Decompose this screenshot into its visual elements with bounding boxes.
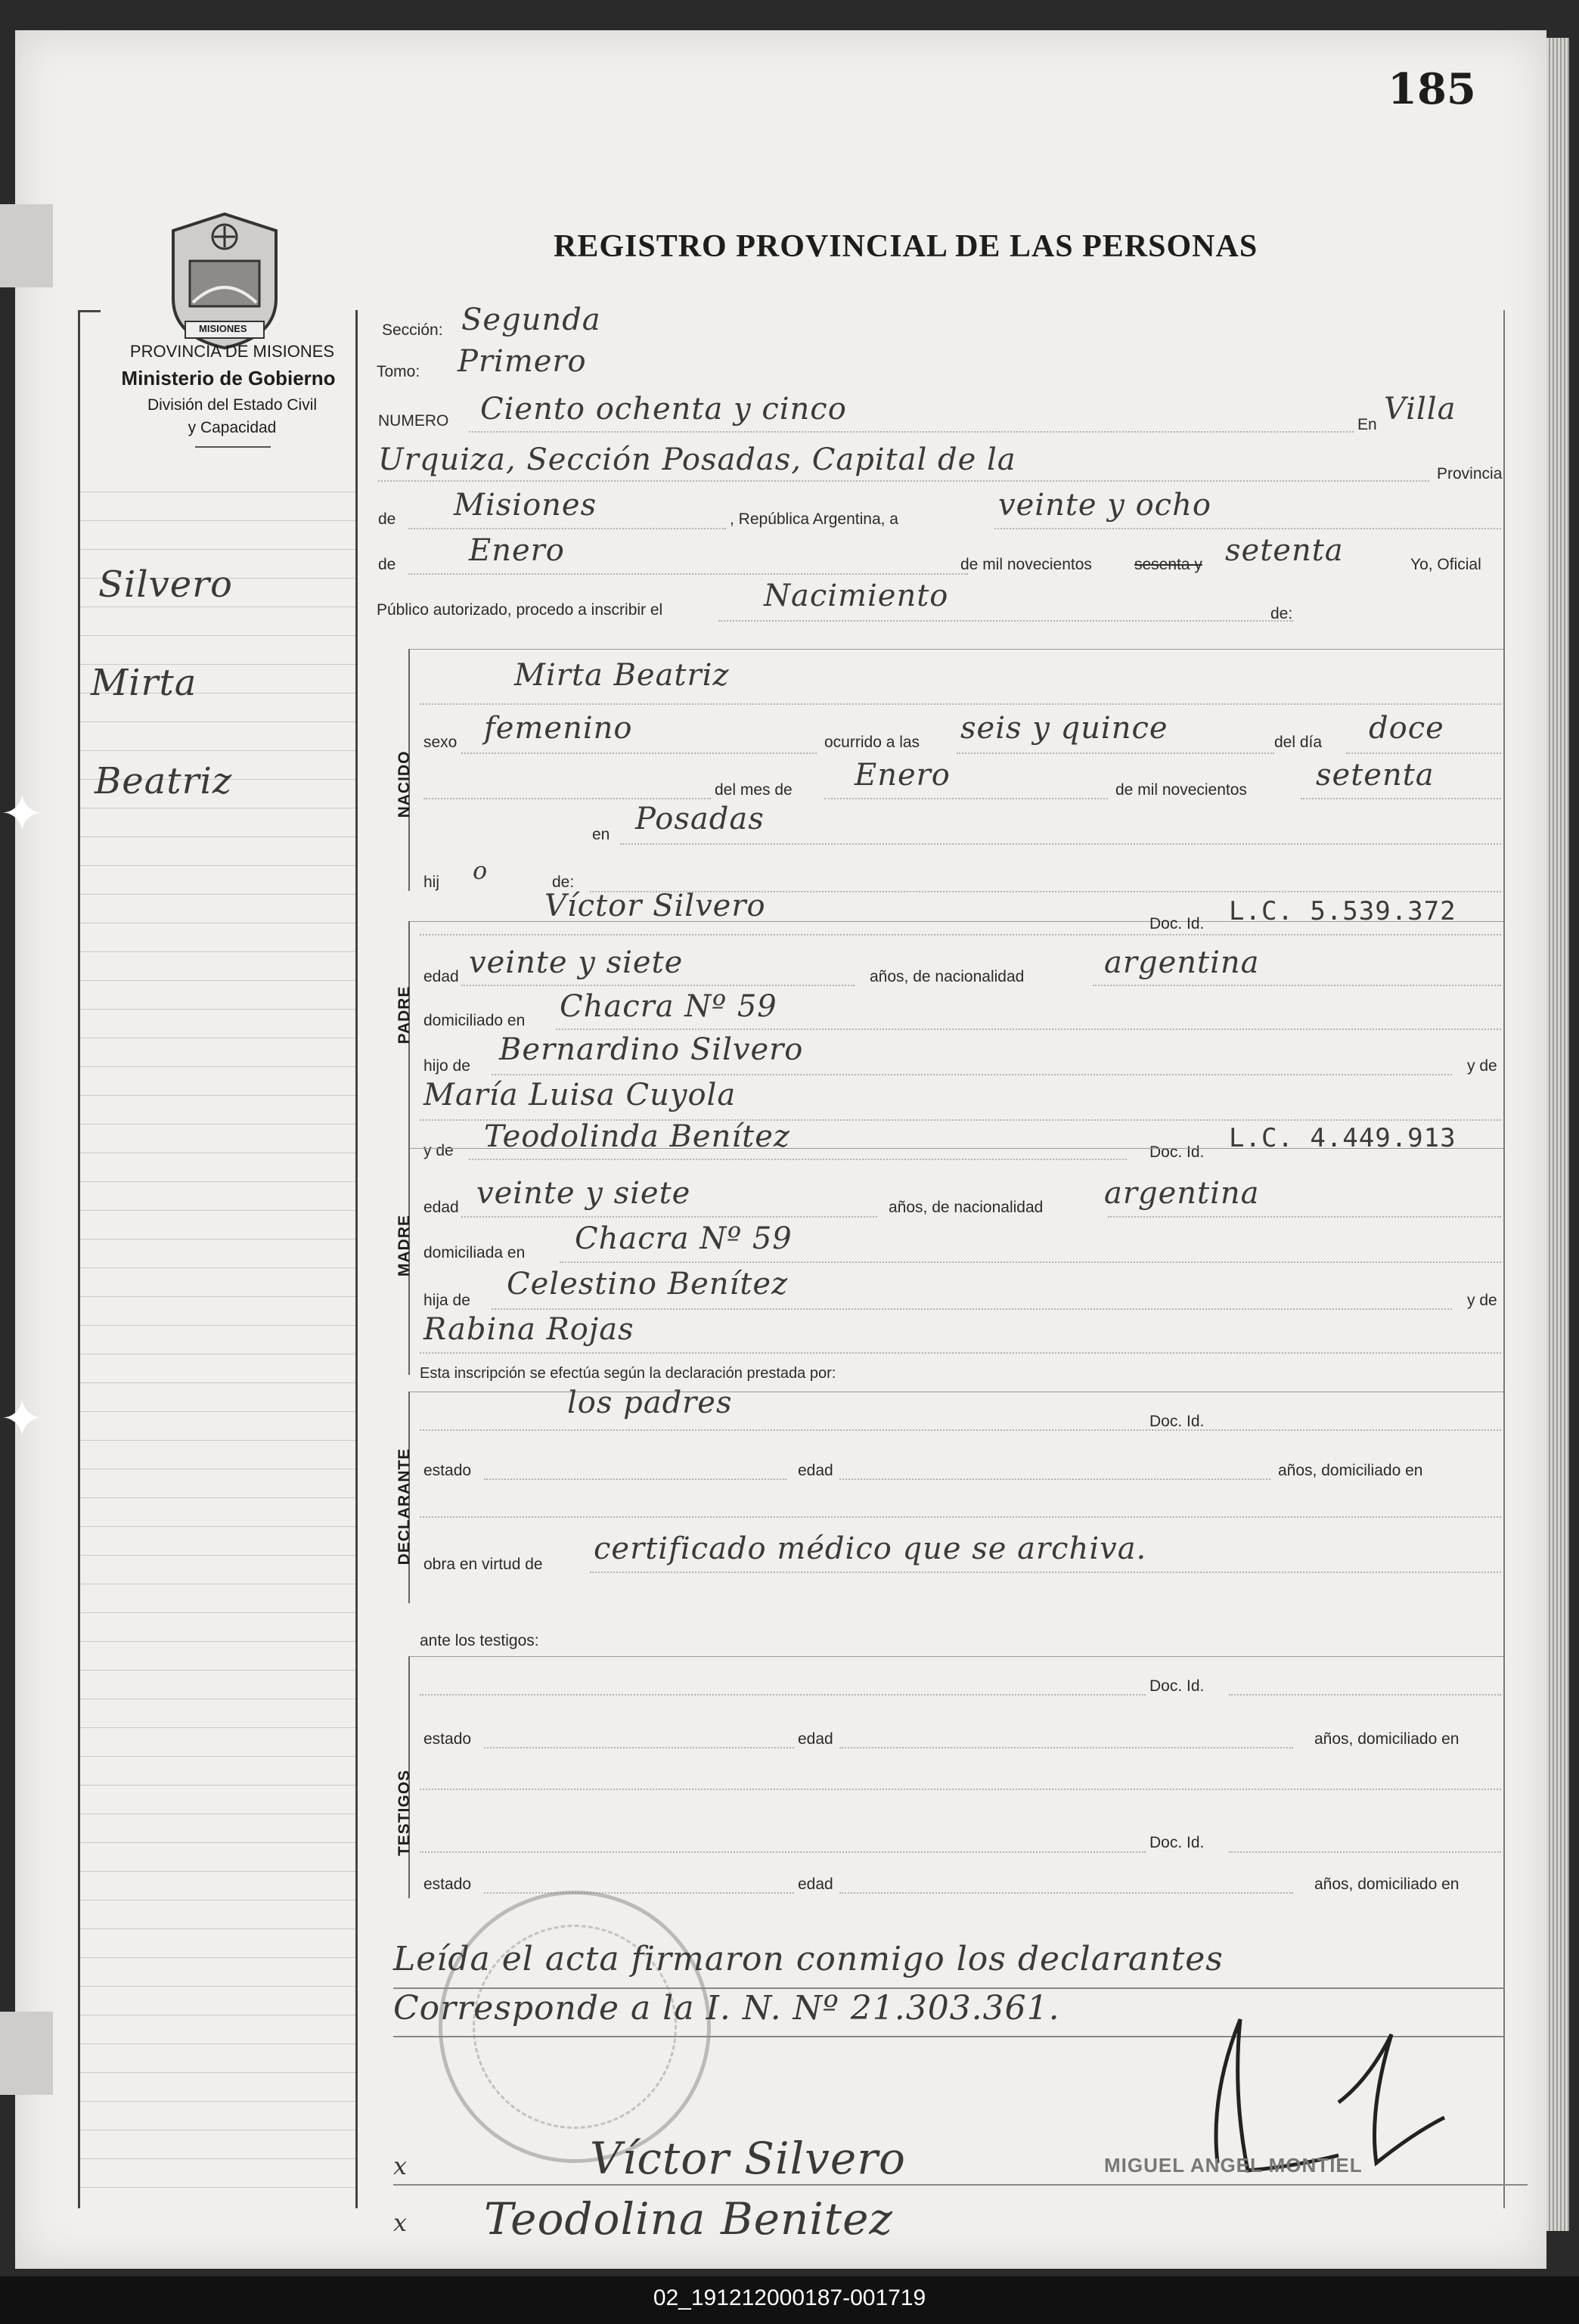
label-republica: , República Argentina, a [730, 510, 898, 528]
margin-rule-line [80, 1325, 355, 1326]
margin-rule-line [80, 2101, 355, 2102]
margin-note-name1: Mirta [91, 662, 197, 704]
margin-rule-line [80, 520, 355, 521]
margin-rule-line [80, 721, 355, 722]
margin-rule-line [80, 1526, 355, 1527]
value-mes-nac: Enero [855, 758, 951, 793]
label-de-colon: de: [1270, 605, 1293, 622]
label-del-mes: del mes de [715, 781, 793, 799]
label-publico: Público autorizado, procedo a inscribir el [377, 601, 663, 619]
margin-rule-line [80, 2043, 355, 2044]
label-numero: NUMERO [378, 412, 449, 430]
label-en-2: en [592, 826, 610, 843]
footer-image-id: 02_191212000187-001719 [653, 2285, 926, 2310]
margin-rule-line [80, 1181, 355, 1182]
label-t1-anos-dom: años, domiciliado en [1314, 1730, 1460, 1748]
label-padre-dom: domiciliado en [423, 1012, 526, 1029]
margin-rule-line [80, 1756, 355, 1757]
value-madre-edad: veinte y siete [476, 1176, 691, 1211]
label-doc-id-padre: Doc. Id. [1149, 915, 1205, 932]
value-provincia: Misiones [454, 488, 597, 523]
emblem-label: MISIONES [199, 323, 247, 334]
label-t1-estado: estado [423, 1730, 472, 1748]
margin-rule-line [80, 2072, 355, 2073]
note-line-2: Corresponde a la I. N. Nº 21.303.361. [393, 1989, 1060, 2028]
margin-rule-line [80, 1124, 355, 1125]
ministry-label: Ministerio de Gobierno [121, 367, 336, 389]
margin-rule-line [80, 1296, 355, 1297]
value-sexo: femenino [484, 711, 633, 746]
label-t1-edad: edad [798, 1730, 833, 1748]
value-nombre: Mirta Beatriz [514, 658, 730, 693]
value-padre-madre: María Luisa Cuyola [423, 1078, 737, 1112]
value-numero: Ciento ochenta y cinco [480, 392, 847, 427]
label-del-dia: del día [1274, 734, 1323, 751]
margin-rule-line [80, 1382, 355, 1383]
margin-rule-line [80, 1928, 355, 1929]
value-tomo: Primero [458, 344, 587, 379]
margin-rule-line [80, 1612, 355, 1613]
label-t2-edad: edad [798, 1876, 833, 1893]
label-doc-id-t1: Doc. Id. [1149, 1677, 1205, 1695]
division-label-1: División del Estado Civil [147, 396, 318, 414]
label-de-1: de [378, 510, 396, 528]
label-de-2: de [378, 556, 396, 573]
signature-mother: Teodolina Benitez [484, 2193, 893, 2245]
margin-rule-line [80, 865, 355, 866]
margin-rule-line [80, 980, 355, 981]
margin-rule-line [80, 1670, 355, 1671]
label-tomo: Tomo: [377, 363, 420, 380]
value-obra: certificado médico que se archiva. [594, 1531, 1147, 1566]
label-sexo: sexo [423, 734, 458, 751]
label-madre-hija: hija de [423, 1292, 470, 1309]
margin-rule-line [80, 635, 355, 636]
label-doc-id-madre: Doc. Id. [1149, 1143, 1205, 1161]
value-hora: seis y quince [960, 711, 1168, 746]
value-madre-dom: Chacra Nº 59 [575, 1221, 793, 1256]
value-padre-edad: veinte y siete [469, 945, 684, 980]
label-madre-dom: domiciliada en [423, 1244, 526, 1261]
label-padre-hijo: hijo de [423, 1057, 470, 1075]
binding-tape-top [0, 204, 53, 287]
value-madre-nombre: Teodolinda Benítez [484, 1119, 790, 1154]
label-provincia: Provincia [1437, 465, 1503, 482]
margin-rule-line [80, 836, 355, 837]
label-padre-nac: años, de nacionalidad [870, 968, 1025, 985]
margin-rule-line [80, 1497, 355, 1498]
label-hij: hij [423, 873, 440, 891]
margin-rule-line [80, 1641, 355, 1642]
value-lugar-nac: Posadas [635, 802, 765, 836]
margin-rule-line [80, 1842, 355, 1843]
province-label: PROVINCIA DE MISIONES [129, 342, 335, 361]
section-nacido: NACIDO [396, 750, 413, 818]
margin-rule-line [80, 1095, 355, 1096]
division-label-2: y Capacidad [188, 419, 277, 436]
value-anio: setenta [1225, 533, 1344, 568]
margin-rule-line [80, 1210, 355, 1211]
label-doc-id-decl: Doc. Id. [1149, 1413, 1205, 1430]
margin-rule-line [80, 1440, 355, 1441]
margin-rule-line [80, 750, 355, 751]
signatory-stamp: MIGUEL ANGEL MONTIEL [1104, 2154, 1363, 2177]
value-padre-nombre: Víctor Silvero [544, 889, 766, 923]
margin-rule-line [80, 894, 355, 895]
label-de-mil-nov-2: de mil novecientos [1115, 781, 1247, 799]
margin-rule-line [80, 2158, 355, 2159]
label-yo-oficial: Yo, Oficial [1410, 556, 1481, 573]
label-padre-y-de: y de [1467, 1057, 1497, 1075]
note-line-1: Leída el acta firmaron conmigo los declarantes [393, 1940, 1224, 1978]
margin-rule-line [80, 1785, 355, 1786]
value-lugar: Urquiza, Sección Posadas, Capital de la [378, 442, 1016, 477]
value-seccion: Segunda [461, 303, 601, 337]
margin-note-name2: Beatriz [95, 760, 233, 802]
margin-rule-line [80, 951, 355, 952]
value-anio-nac: setenta [1316, 758, 1435, 793]
margin-rule-line [80, 1239, 355, 1240]
label-esta-inscripcion: Esta inscripción se efectúa según la declaración prestada por: [420, 1365, 836, 1382]
page-title: REGISTRO PROVINCIAL DE LAS PERSONAS [554, 229, 1258, 264]
margin-rule-line [80, 1871, 355, 1872]
margin-rule-line [80, 1555, 355, 1556]
margin-rule-line [80, 549, 355, 550]
margin-rule-line [80, 1411, 355, 1412]
margin-rule-line [80, 1986, 355, 1987]
label-seccion: Sección: [382, 321, 443, 339]
label-t2-estado: estado [423, 1876, 472, 1893]
label-madre-y-de-2: y de [1467, 1292, 1497, 1309]
value-padre-hijo-de: Bernardino Silvero [499, 1032, 804, 1067]
label-doc-id-t2: Doc. Id. [1149, 1834, 1205, 1851]
value-padre-doc: L.C. 5.539.372 [1229, 896, 1456, 926]
misiones-emblem-icon [163, 208, 287, 352]
value-madre-madre: Rabina Rojas [423, 1312, 634, 1347]
label-t2-anos-dom: años, domiciliado en [1314, 1876, 1460, 1893]
label-madre-y-de: y de [423, 1142, 454, 1159]
binding-hole-star-1: ✦ [0, 783, 45, 845]
value-madre-nac: argentina [1104, 1176, 1260, 1211]
margin-rule-line [80, 1009, 355, 1010]
label-ocurrido: ocurrido a las [824, 734, 920, 751]
label-madre-nac: años, de nacionalidad [889, 1199, 1044, 1216]
binding-hole-star-2: ✦ [0, 1388, 45, 1450]
label-decl-estado: estado [423, 1462, 472, 1479]
margin-rule-line [80, 1267, 355, 1268]
registry-page [15, 30, 1546, 2269]
value-declarantes: los padres [567, 1385, 733, 1420]
label-obra: obra en virtud de [423, 1556, 543, 1573]
label-ante-testigos: ante los testigos: [420, 1632, 539, 1649]
page-number: 185 [1388, 64, 1476, 114]
section-padre: PADRE [396, 985, 413, 1044]
label-de-colon-2: de: [552, 873, 575, 891]
value-hij-suffix: o [473, 856, 489, 885]
label-padre-edad: edad [423, 968, 459, 985]
binding-tape-bottom [0, 2012, 53, 2095]
signature-father: Víctor Silvero [590, 2133, 906, 2184]
margin-rule-line [80, 1957, 355, 1958]
margin-rule-line [80, 1066, 355, 1067]
section-declarante: DECLARANTE [396, 1447, 413, 1565]
value-madre-hija-de: Celestino Benítez [507, 1267, 789, 1302]
label-en: En [1357, 416, 1377, 433]
margin-rule-line [80, 1727, 355, 1728]
value-fecha-dia: veinte y ocho [998, 488, 1211, 523]
margin-rule-line [80, 2187, 355, 2188]
value-padre-nac: argentina [1104, 945, 1260, 980]
label-decl-anos-dom: años, domiciliado en [1278, 1462, 1423, 1479]
value-mes: Enero [469, 533, 565, 568]
label-madre-edad: edad [423, 1199, 459, 1216]
value-padre-dom: Chacra Nº 59 [560, 989, 777, 1024]
signature-x-2: x [393, 2208, 408, 2237]
margin-note-surname: Silvero [98, 563, 233, 606]
label-decl-edad: edad [798, 1462, 833, 1479]
label-sesenta-y: sesenta y [1134, 556, 1202, 573]
label-de-mil-nov: de mil novecientos [960, 556, 1092, 573]
section-madre: MADRE [396, 1215, 413, 1277]
value-dia: doce [1369, 711, 1444, 746]
value-madre-doc: L.C. 4.449.913 [1229, 1123, 1456, 1153]
signature-x-1: x [393, 2152, 408, 2180]
section-testigos: TESTIGOS [396, 1769, 413, 1857]
footer-strip [0, 2276, 1579, 2324]
value-villa: Villa [1384, 392, 1456, 427]
value-acto: Nacimiento [764, 579, 949, 613]
